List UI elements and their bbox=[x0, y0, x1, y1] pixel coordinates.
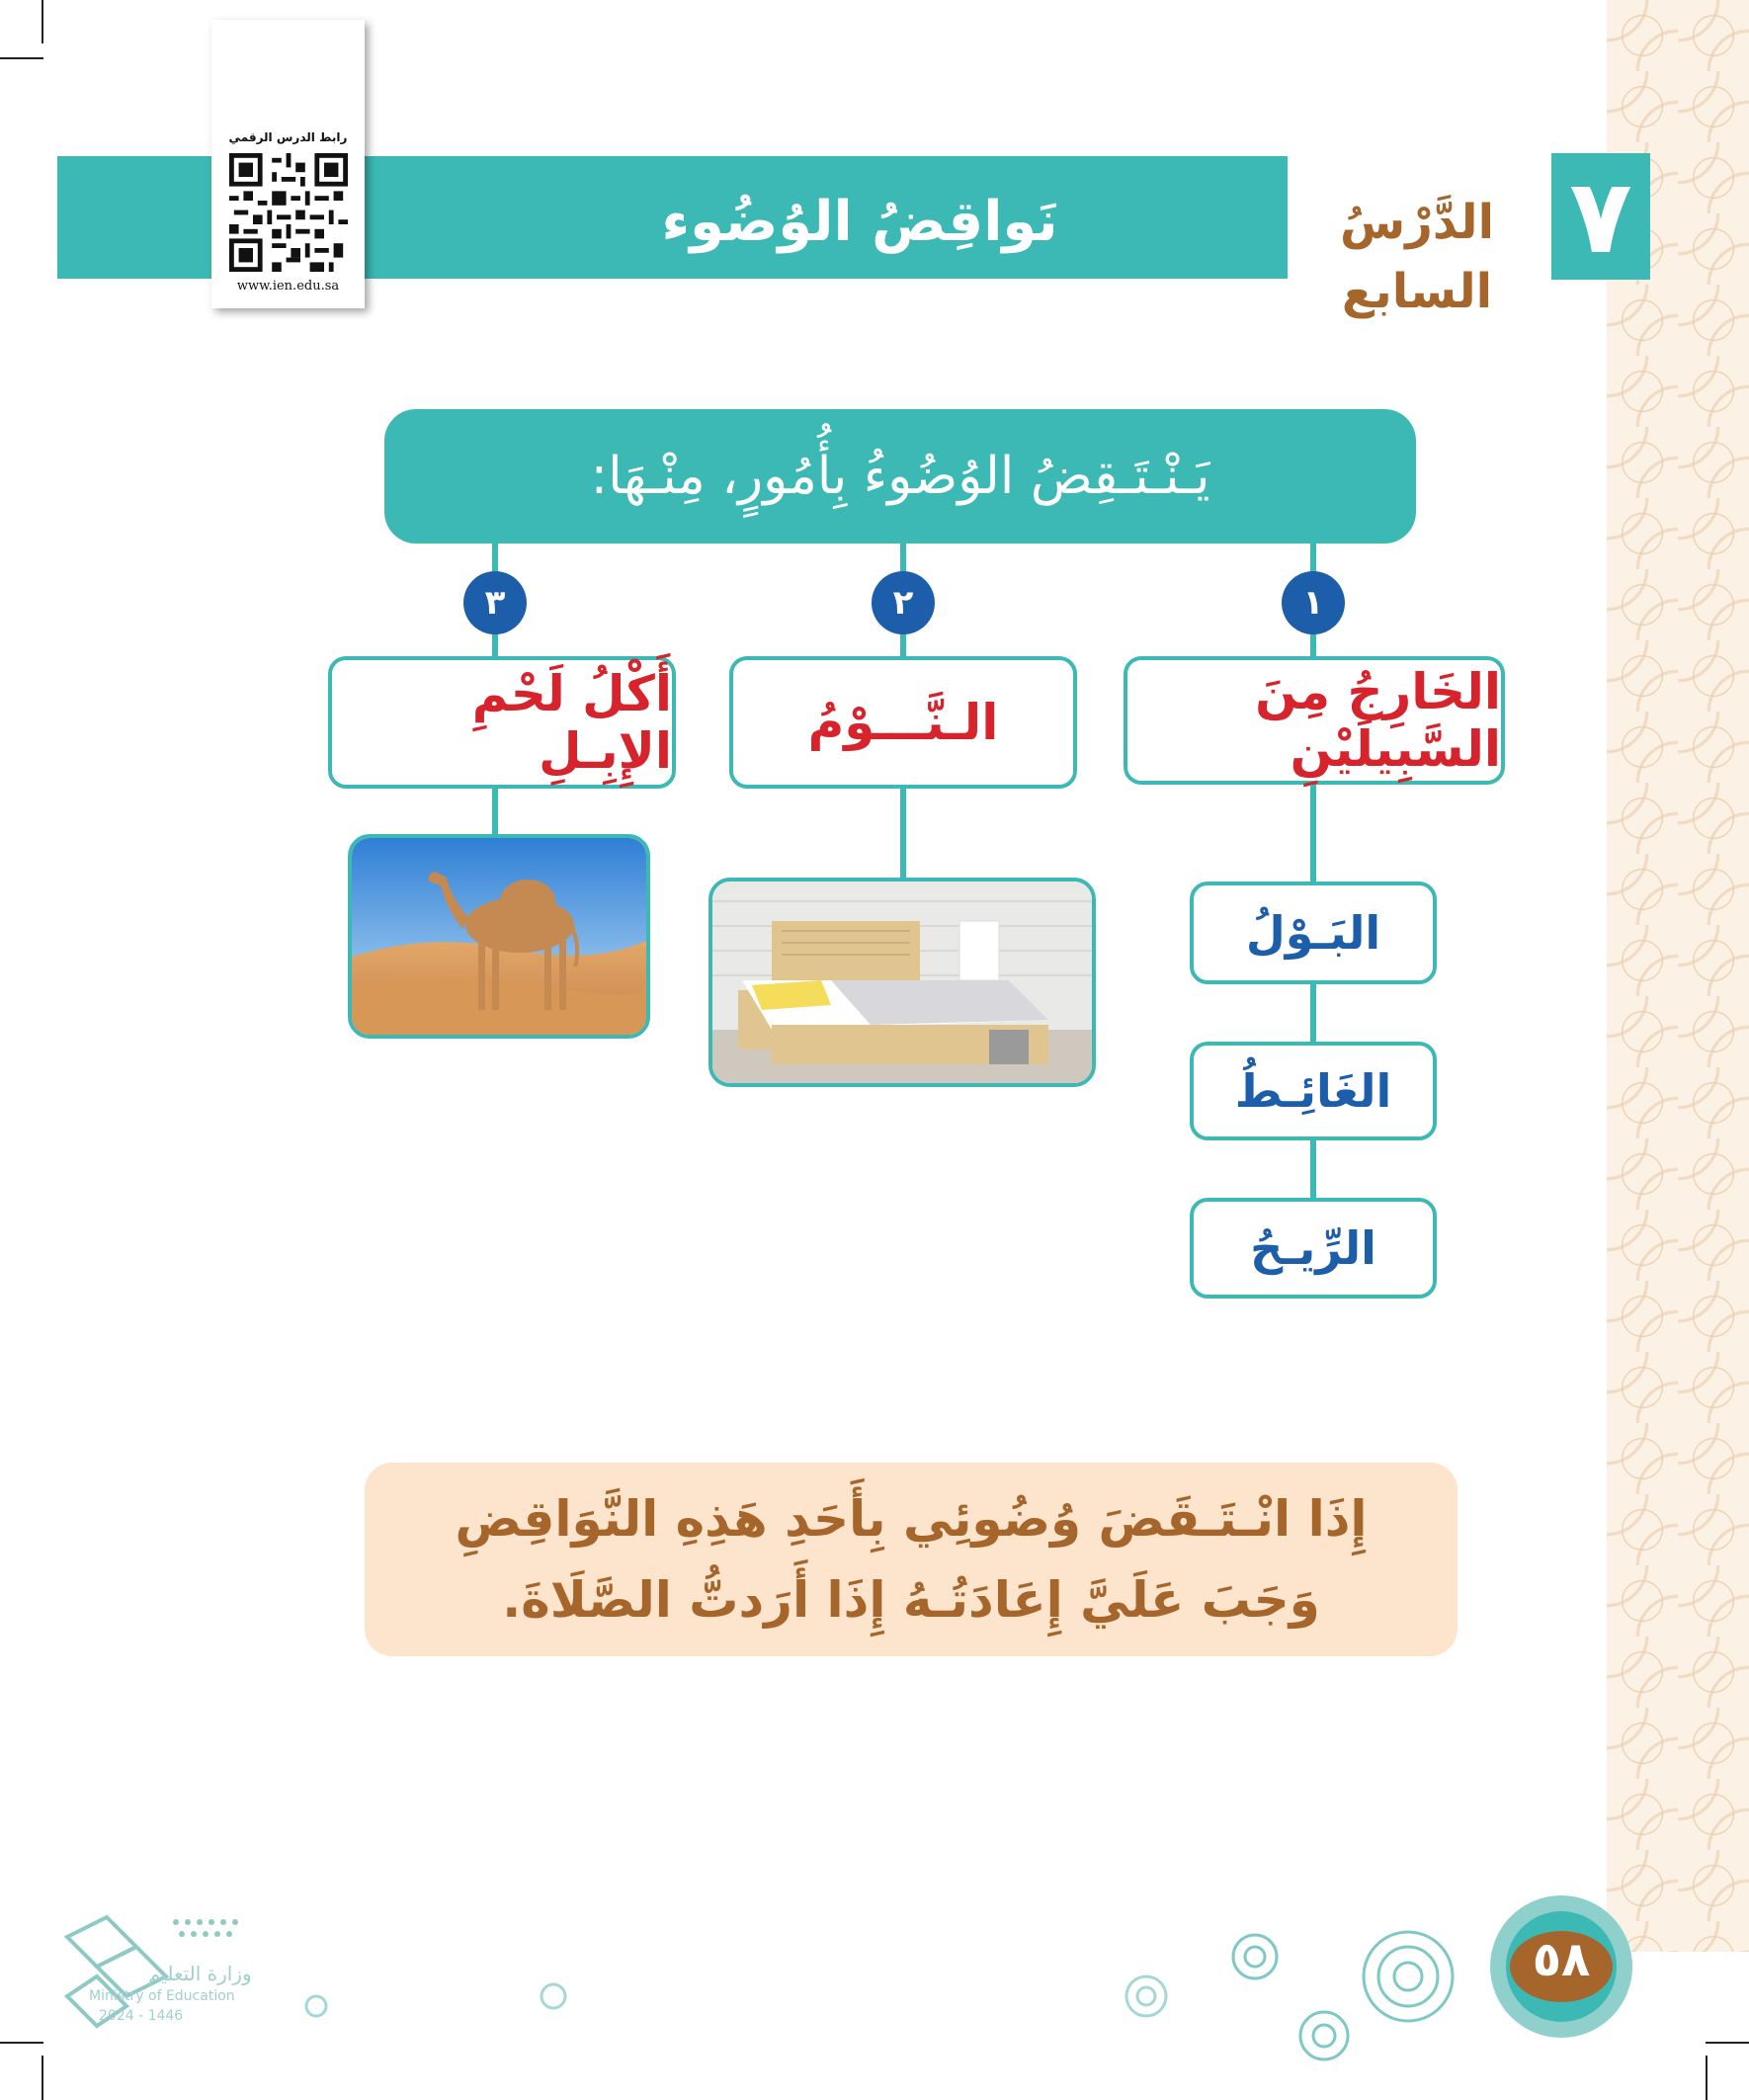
rosette-decoration-icon bbox=[1117, 1967, 1196, 2026]
number-badge-2: ٢ bbox=[872, 571, 935, 634]
bed-image bbox=[712, 882, 1092, 1083]
ministry-name-ar: وزارة التعليم bbox=[148, 1962, 252, 1985]
crop-mark bbox=[42, 0, 43, 43]
connector-line bbox=[492, 632, 498, 658]
conclusion-box bbox=[365, 1463, 1458, 1656]
number-badge-3: ٣ bbox=[463, 571, 527, 634]
conclusion-line-1: إِذَا انْـتَـقَضَ وُضُوئِي بِأَحَدِ هَذِهِ النَّوَاقِضِ bbox=[455, 1490, 1368, 1548]
crop-mark bbox=[0, 2042, 43, 2044]
qr-code-icon[interactable] bbox=[229, 153, 348, 272]
lesson-number: ٧ bbox=[1551, 153, 1650, 280]
rosette-decoration-icon bbox=[296, 1986, 336, 2026]
edition-year: 2024 - 1446 bbox=[99, 2008, 184, 2024]
bed-photo bbox=[708, 878, 1096, 1087]
connector-line bbox=[1310, 632, 1316, 658]
connector-line bbox=[900, 789, 906, 880]
lesson-label: الدَّرْسُ السابع bbox=[1339, 195, 1495, 319]
connector-line bbox=[900, 632, 906, 658]
category-box-3: أَكْلُ لَحْمِ الإِبِـلِ bbox=[328, 656, 676, 789]
page-number: ٥٨ bbox=[1532, 1932, 1591, 1987]
sub-item-urine: البَـوْلُ bbox=[1190, 882, 1437, 984]
qr-caption: رابط الدرس الرقمي bbox=[228, 130, 348, 144]
category-box-1: الخَارِجُ مِنَ السَّبِيلَيْنِ bbox=[1124, 656, 1505, 785]
crop-mark bbox=[1706, 2056, 1707, 2100]
ministry-name-en: Ministry of Education bbox=[89, 1988, 235, 2004]
rosette-decoration-icon bbox=[1225, 1917, 1462, 2065]
number-badge-1: ١ bbox=[1282, 571, 1345, 634]
category-box-2: الـنَّـــوْمُ bbox=[729, 656, 1077, 789]
camel-image bbox=[352, 838, 646, 1035]
crop-mark bbox=[42, 2056, 43, 2100]
rosette-decoration-icon bbox=[534, 1976, 573, 2016]
conclusion-line-2: وَجَبَ عَلَيَّ إِعَادَتُـهُ إِذَا أَرَدتُّ الصَّلَاةَ. bbox=[502, 1571, 1320, 1629]
qr-url[interactable]: www.ien.edu.sa bbox=[236, 279, 340, 294]
sub-item-feces: الغَائِـطُ bbox=[1190, 1042, 1437, 1140]
connector-line bbox=[1310, 1138, 1316, 1200]
connector-line bbox=[1310, 785, 1316, 883]
crop-mark bbox=[1706, 2042, 1749, 2044]
camel-photo bbox=[348, 834, 650, 1039]
connector-line bbox=[492, 789, 498, 836]
main-statement: يَـنْـتَـقِضُ الوُضُوءُ بِأُمُورٍ، مِنْـهَا: bbox=[384, 409, 1416, 544]
crop-mark bbox=[0, 57, 43, 59]
page-title: نَواقِضُ الوُضُوء bbox=[661, 190, 1058, 254]
sub-item-wind: الرِّيـحُ bbox=[1190, 1198, 1437, 1299]
decorative-pattern-strip bbox=[1607, 0, 1749, 1952]
connector-line bbox=[1310, 984, 1316, 1046]
